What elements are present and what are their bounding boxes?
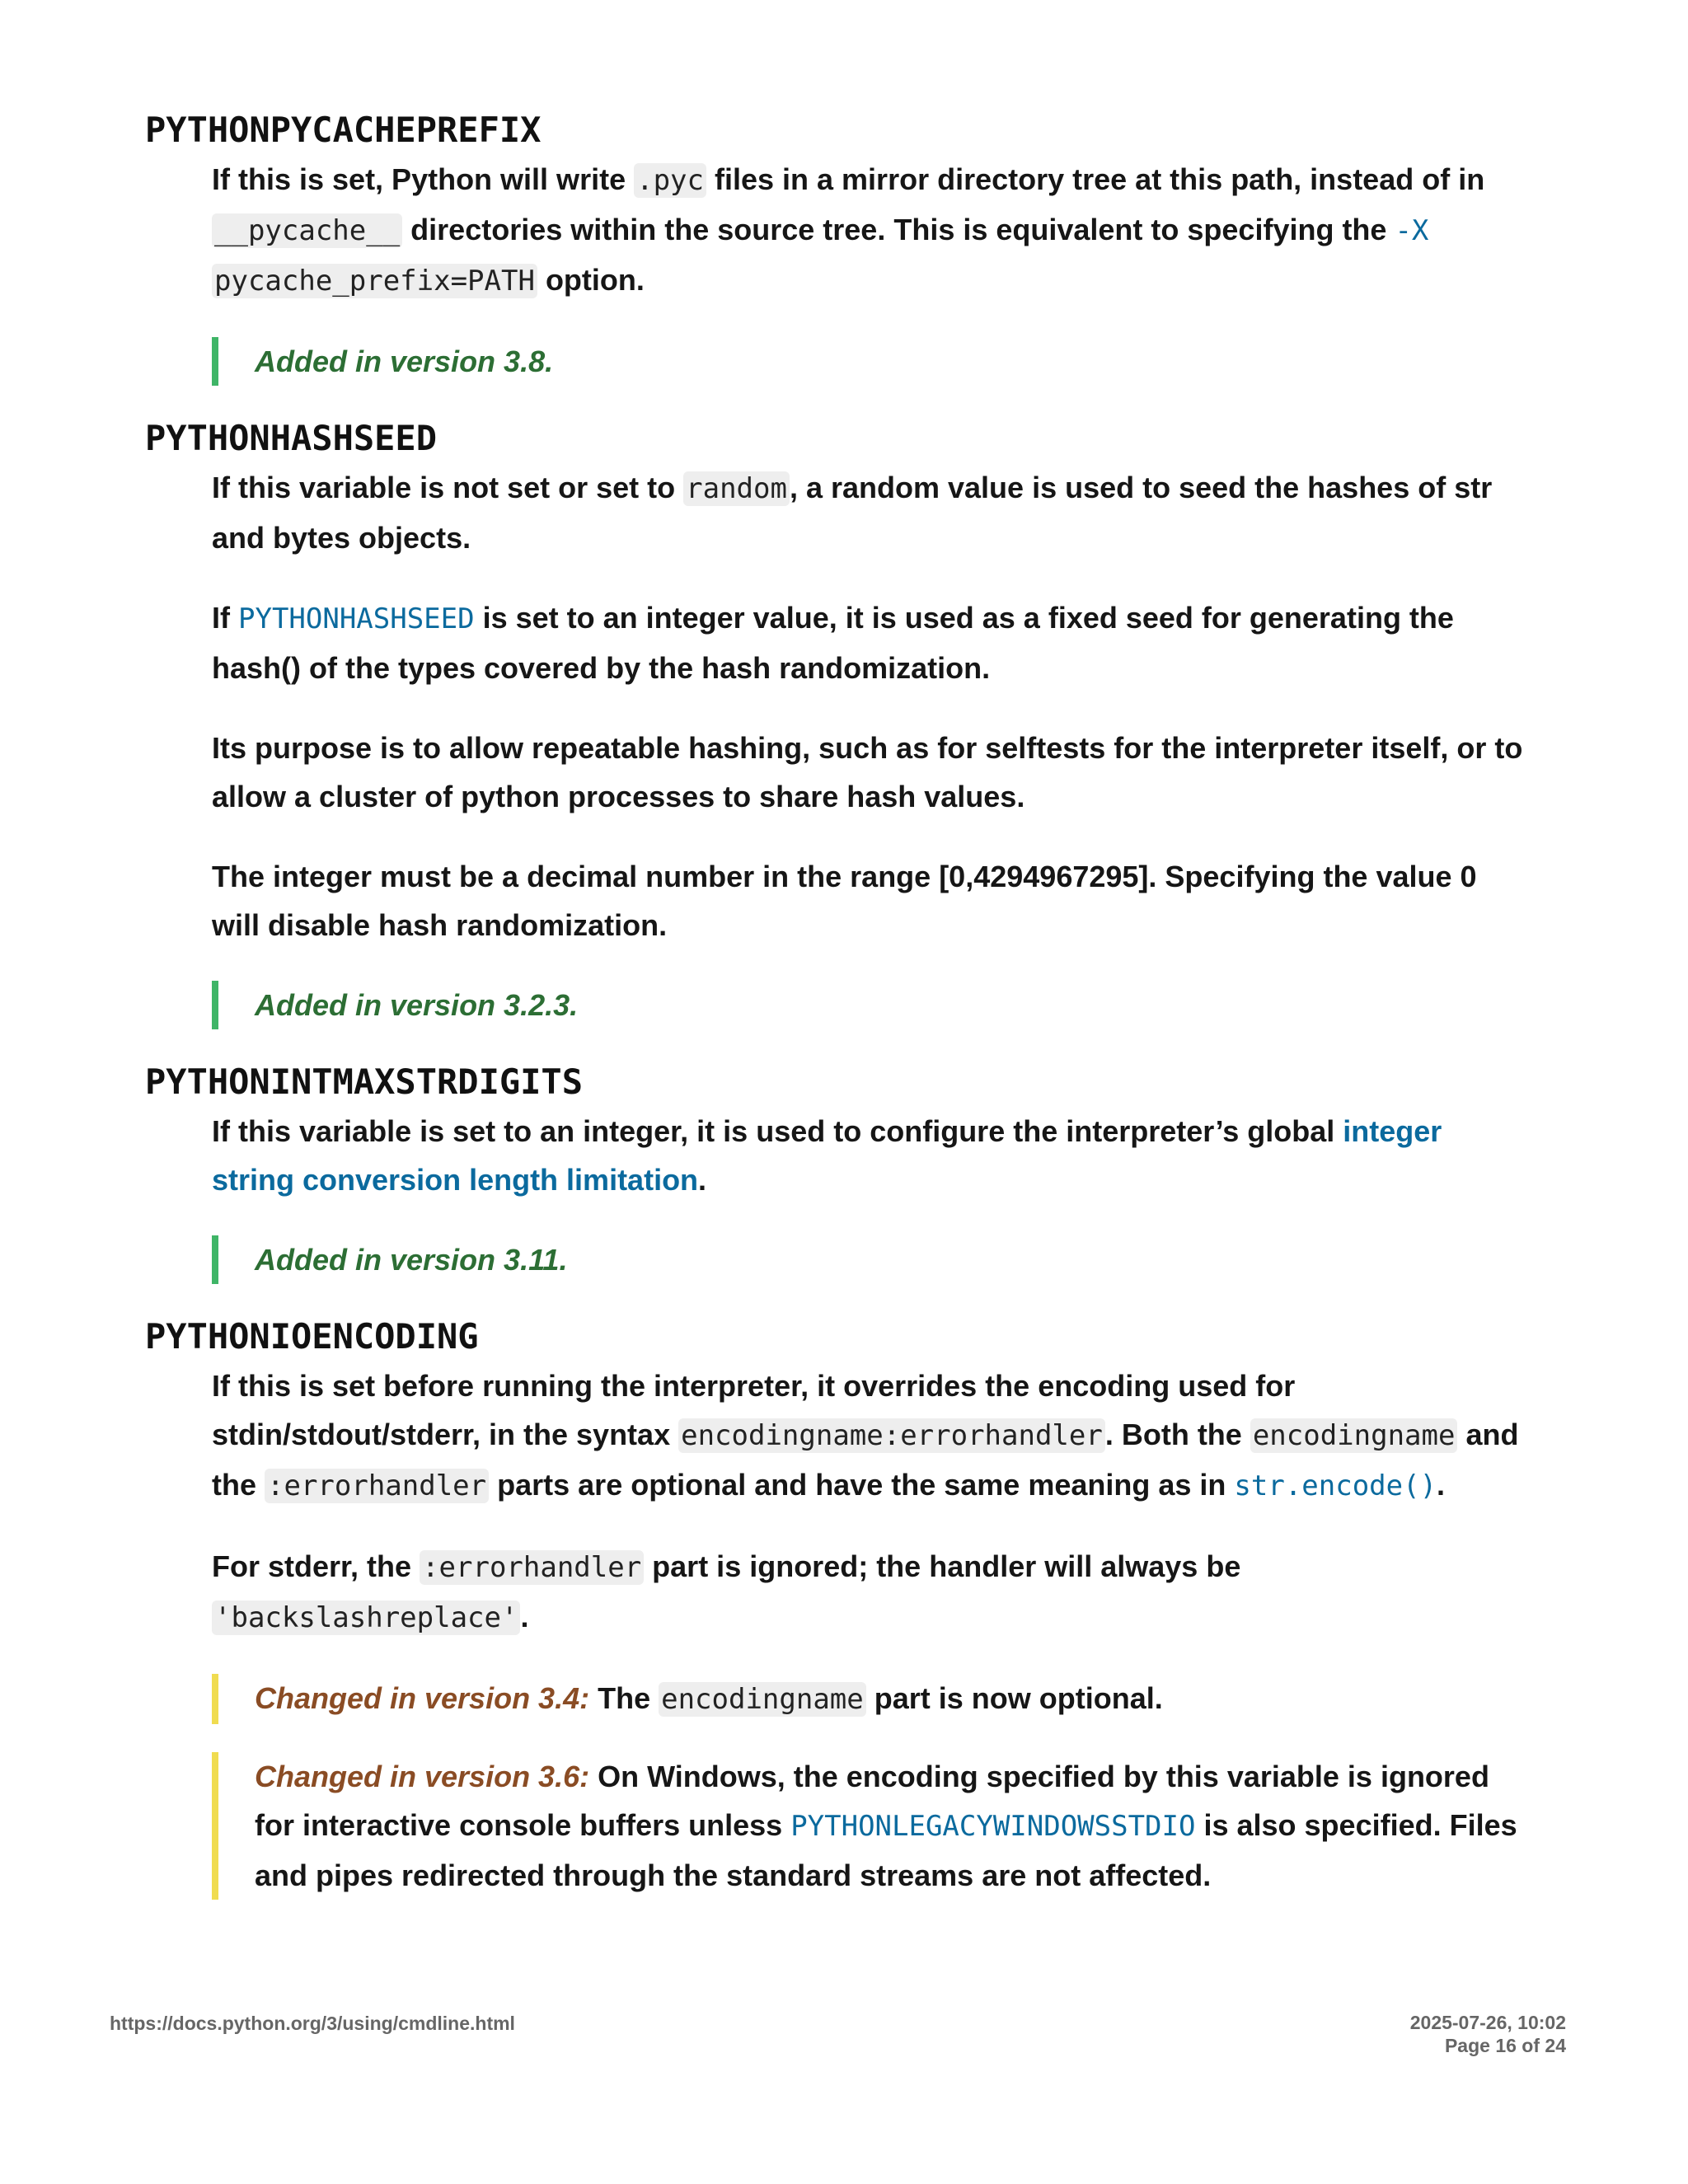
version-changed-label: Changed in version 3.4: (255, 1681, 590, 1715)
envvar-title: PYTHONPYCACHEPREFIX (145, 110, 542, 150)
inline-code: encodingname (1250, 1418, 1458, 1453)
text: . (520, 1600, 529, 1633)
text: If this variable is not set or set to (212, 471, 684, 504)
version-added-label: Added in version 3.11. (255, 1243, 568, 1277)
envvar-pythonhashseed (145, 414, 1546, 1029)
envvar-link-pythonhashseed[interactable]: PYTHONHASHSEED (238, 602, 475, 635)
paragraph (212, 593, 1531, 692)
page-content (145, 105, 1546, 1928)
text: The (589, 1681, 659, 1715)
text: is also specified. Files and pipes redirected through the standard streams are not affected. (255, 1808, 1517, 1892)
envvar-description (212, 1361, 1531, 1900)
version-added-label: Added in version 3.8. (255, 344, 554, 378)
version-changed-note (212, 1674, 1531, 1724)
text: , a random value is used to seed the hashes of str and bytes objects. (212, 471, 1493, 555)
text: parts are optional and have the same meaning as in (489, 1468, 1235, 1502)
text: . (1437, 1468, 1446, 1502)
inline-code: __pycache__ (212, 213, 402, 248)
text: is set to an integer value, it is used as a fixed seed for generating the hash() of the types covered by the hash randomization. (212, 601, 1454, 685)
footer-meta (1410, 2011, 1566, 2057)
envvar-link-pythonlegacywindowsstdio[interactable]: PYTHONLEGACYWINDOWSSTDIO (790, 1810, 1196, 1843)
version-added-note (212, 981, 1531, 1029)
paragraph (212, 1542, 1531, 1643)
option-link-X[interactable]: -X (1395, 214, 1429, 247)
text: If this is set, Python will write (212, 162, 635, 196)
footer-datetime: 2025-07-26, 10:02 (1409, 2012, 1566, 2033)
inline-code: encodingname:errorhandler (678, 1418, 1105, 1453)
envvar-description (212, 155, 1531, 386)
text: If (212, 601, 238, 635)
text: and the (212, 1418, 1519, 1502)
text: . Both the (1104, 1418, 1250, 1451)
envvar-pythonioencoding (145, 1312, 1546, 1900)
inline-code: :errorhandler (420, 1550, 644, 1585)
envvar-title: PYTHONINTMAXSTRDIGITS (145, 1062, 584, 1102)
text: If this variable is set to an integer, it is used to configure the interpreter’s global (212, 1114, 1343, 1148)
envvar-title: PYTHONIOENCODING (145, 1316, 479, 1357)
text: On Windows, the encoding specified by this variable is ignored for interactive console buffers unless (255, 1760, 1489, 1842)
inline-code: pycache_prefix=PATH (212, 264, 537, 298)
envvar-title: PYTHONHASHSEED (145, 418, 438, 458)
version-changed-note (212, 1752, 1531, 1900)
footer-page-number: Page 16 of 24 (1444, 2035, 1566, 2056)
version-changed-label: Changed in version 3.6: (255, 1760, 590, 1793)
version-added-label: Added in version 3.2.3. (255, 988, 579, 1022)
envvar-description (212, 463, 1531, 1029)
version-added-note (212, 337, 1531, 386)
inline-code: :errorhandler (265, 1469, 489, 1503)
inline-code: .pyc (634, 163, 706, 198)
inline-code: encodingname (659, 1682, 866, 1717)
inline-code: 'backslashreplace' (212, 1601, 520, 1635)
envvar-description (212, 1107, 1531, 1284)
paragraph (212, 1361, 1531, 1511)
inline-code: random (683, 471, 790, 506)
paragraph (212, 1107, 1531, 1204)
paragraph (212, 463, 1531, 562)
text: files in a mirror directory tree at this path, instead of in (706, 162, 1485, 196)
str-encode-link[interactable]: str.encode() (1234, 1469, 1437, 1502)
text: . (698, 1163, 707, 1197)
paragraph: Its purpose is to allow repeatable hashing, such as for selftests for the interpreter itself, or to allow a cluster of python processes to share hash values. (212, 731, 1523, 813)
text: part is ignored; the handler will always be (644, 1549, 1241, 1583)
text: For stderr, the (212, 1549, 420, 1583)
text: directories within the source tree. This is equivalent to specifying the (402, 213, 1395, 246)
footer-url: https://docs.python.org/3/using/cmdline.html (110, 2013, 515, 2034)
envvar-pythonpycacheprefix (145, 105, 1546, 386)
version-added-note (212, 1235, 1531, 1284)
text: If this is set before running the interpreter, it overrides the encoding used for stdin/stdout/stderr, in the syntax (212, 1369, 1296, 1451)
paragraph: The integer must be a decimal number in the range [0,4294967295]. Specifying the value 0 will disable hash randomization. (212, 860, 1477, 942)
conversion-limit-link[interactable]: integer string conversion length limitation (212, 1114, 1442, 1197)
envvar-pythonintmaxstrdigits (145, 1057, 1546, 1284)
paragraph (212, 155, 1531, 306)
text: option. (537, 263, 645, 297)
text: part is now optional. (865, 1681, 1163, 1715)
